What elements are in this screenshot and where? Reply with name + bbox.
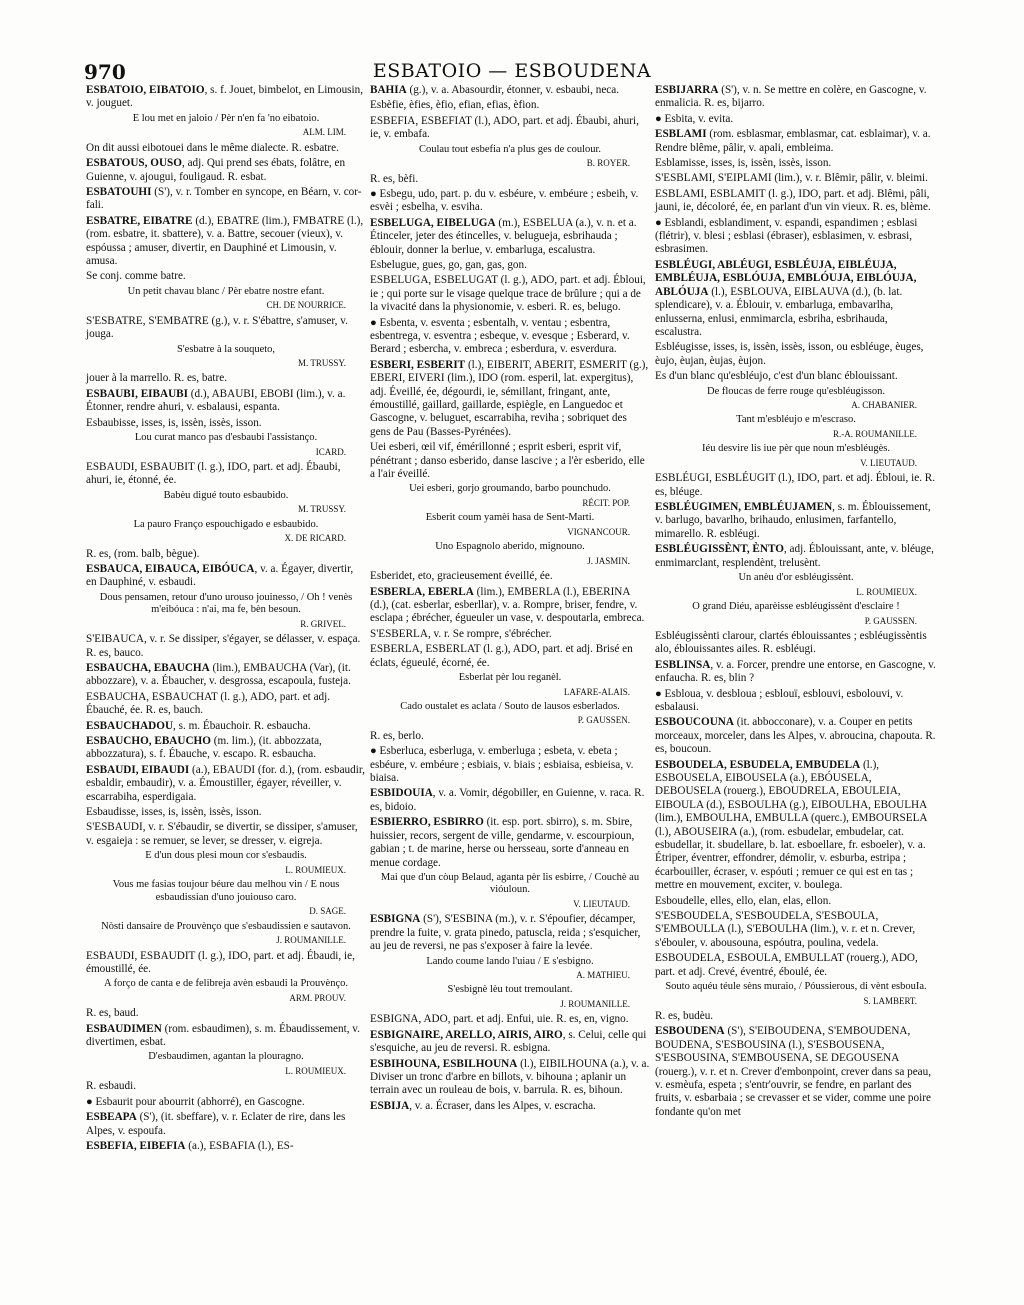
definition: (l.), EIBILHOUNA (a.), v. a. Diviser un tronc d'arbre en billots, v. bihouna ; aplanir un terrain avec un rouleau de bois, v. barrula. R. es, bihoun. <box>370 1057 650 1097</box>
definition: (S'), v. r. Tomber en syncope, en Béarn, v. cor-fali. <box>86 185 362 212</box>
dictionary-entry <box>370 586 650 626</box>
headword: ESBIDOUIA <box>370 787 433 800</box>
quotation: Esberlat pèr lou reganèl. <box>458 672 562 684</box>
quotation: Iéu desvire lis iue pèr que noun m'esbléugès. <box>702 443 890 455</box>
entry-text: R. es, (rom. balb, bègue). <box>86 547 200 560</box>
entry-text: S'ESBOUDELA, S'ESBOUDELA, S'ESBOULA, S'EMBOULLA (l.), S'EBOULHA (lim.), v. r. et n. Crever, s'ébouler, v. abousouna, espóutra, poulina, vedela. <box>655 910 916 949</box>
dictionary-entry <box>370 787 650 814</box>
headword: ESBOUCOUNA <box>655 716 734 729</box>
quotation: S'esbignè lèu tout tremoulant. <box>447 984 573 996</box>
quotation: S'esbatre à la souqueto, <box>176 343 276 355</box>
dictionary-entry <box>370 359 650 439</box>
headword: ESBOUDELA, ESBUDELA, EMBUDELA <box>655 758 861 771</box>
quotation-author: ICARD. <box>315 446 346 457</box>
quotation: De floucas de ferre rouge qu'esbléugisson. <box>707 385 885 397</box>
headword: ESBAUDIMEN <box>86 1022 162 1035</box>
entry-text: ESBLAMI, ESBLAMIT (l. g.), IDO, part. et adj. Blêmi, pâli, jauni, ie, décoloré, ée, en parlant d'un vin vieux. R. es, blème. <box>655 187 931 214</box>
quotation-author: J. ROUMANILLE. <box>560 998 630 1009</box>
headword: ESBIGNA <box>370 913 421 926</box>
dictionary-entry <box>655 716 937 756</box>
entry-text: ● Esbloua, v. desbloua ; esblouï, esblouvi, esbolouvi, v. esbalausi. <box>655 687 904 713</box>
definition: (S'), v. n. Se mettre en colère, en Gascogne, v. enmalicia. R. es, bijarro. <box>655 84 927 110</box>
quotation-author: ALM. LIM. <box>302 127 346 138</box>
quotation-author: D. SAGE. <box>309 906 346 917</box>
dictionary-entry <box>370 1029 650 1056</box>
quotation-author: V. LIEUTAUD. <box>860 457 917 468</box>
quotation-author: P. GAUSSEN. <box>577 715 630 726</box>
dictionary-entry <box>655 759 937 893</box>
entry-text: R. es, budèu. <box>655 1009 714 1022</box>
quotation: Mai que d'un còup Belaud, aganta pèr lis esbirre, / Couchè au vióuloun. <box>380 871 640 896</box>
dictionary-entry <box>86 662 366 689</box>
headword: ESBLÉUGI, ABLÉUGI, ESBLÉUJA, EIBLÉUJA, EMBLÉUJA, ESBLÓUJA, EMBLÓUJA, EIBLÓUJA, ABLÓUJA <box>655 258 917 298</box>
headword: ESBERI, ESBERIT <box>370 358 466 371</box>
dictionary-entry <box>86 720 366 733</box>
headword: ESBLÉUGIMEN, EMBLÉUJAMEN <box>655 501 833 514</box>
headword: ESBATOUHI <box>86 185 152 198</box>
quotation: E d'un dous plesi moun cor s'esbaudis. <box>145 850 307 862</box>
definition: , v. a. Écraser, dans les Alpes, v. escracha. <box>409 1099 596 1112</box>
quotation: Un petit chavau blanc / Pèr ebatre nostre efant. <box>127 285 325 297</box>
definition: (lim.), EMBERLA (l.), EBERINA (d.), (cat. esberlar, esberllar), v. a. Rompre, briser, fendre, v. esclapa ; ébrécher, égueuler un vase, v. despoutarla, embreca. <box>370 585 645 625</box>
definition: (l.), ESBOUSELA, EIBOUSELA (a.), EBÓUSELA, DEBOUSELA (rouerg.), EBOUDRELA, EBOULEIA, EIBOULA (d.), ESBOULHA (g.), EIBOULHA, EBOULHA (lim.), EMBOULHA, EMBULLA (querc.), EMBOURSELA (l.), ABOUSEIRA (a.), (rom. esbudelar, embudelar, cat. esbudellar, it. sbudellare, b. lat. esboellare, fr. esboeler), v. a. Étriper, éventrer, effondrer, démolir, v. esburba, estripa ; écarbouiller, écraser, v. espóuti ; remuer ce qui est en tas ; mettre en mouvement, exciter, v. boulega. <box>655 758 927 892</box>
entry-text: ● Esblandi, esblandiment, v. espandi, espandimen ; esblasi (flétrir), v. blesi ; esblasi (ébraser), esblasimen, v. esbrasi, esbrasimen. <box>655 216 918 256</box>
quotation-author: J. JASMIN. <box>587 555 630 566</box>
definition: (S'), S'ESBINA (m.), v. r. S'époufier, décamper, prendre la fuite, v. grata pinedo, patuscla, reida ; s'esquicher, au jeu de reversi, ne pas s'exposer à faire la levée. <box>370 913 641 953</box>
entry-text: Esbaudisse, isses, is, issèn, issès, isson. <box>86 806 262 819</box>
entry-text: R. esbaudi. <box>86 1080 137 1093</box>
definition: , v. a. Forcer, prendre une entorse, en Gascogne, v. enfaucha. R. es, blin ? <box>655 658 936 685</box>
dictionary-entry <box>86 157 366 184</box>
headword: ESBATOUS, OUSO <box>86 157 182 170</box>
quotation: Esberit coum yamèi hasa de Sent-Marti. <box>425 512 595 524</box>
entry-text: Esberidet, eto, gracieusement éveillé, ée. <box>370 570 553 583</box>
quotation: Uei esberi, gorjo groumando, barbo pounchudo. <box>409 483 611 495</box>
entry-text: ● Esbegu, udo, part. p. du v. esbéure, v. embéure ; esbeih, v. esvèi ; esbelha, v. esviha. <box>370 187 639 214</box>
entry-text: Es d'un blanc qu'esbléujo, c'est d'un blanc éblouissant. <box>655 370 898 383</box>
definition: (rom. esblasmar, emblasmar, cat. esblaimar), v. a. Rendre blême, pâlir, v. apali, embleima. <box>655 128 931 154</box>
dictionary-entry <box>655 259 937 339</box>
quotation: A forço de canta e de felibreja avèn esbaudi la Prouvènço. <box>103 978 349 990</box>
quotation-author: M. TRUSSY. <box>298 358 346 368</box>
entry-text: Esbaubisse, isses, is, issèn, issès, isson. <box>86 416 262 429</box>
headword: ESBEFIA, EIBEFIA <box>86 1139 186 1152</box>
quotation-author: R. GRIVEL. <box>300 618 346 629</box>
column-1 <box>86 84 366 1155</box>
quotation: Coulau tout esbefia n'a plus ges de coulour. <box>418 143 602 155</box>
dictionary-entry <box>86 1023 366 1050</box>
quotation-author: A. CHABANIER. <box>851 400 917 411</box>
headword: ESBOUDENA <box>655 1025 725 1038</box>
headword: ESBAUBI, EIBAUBI <box>86 387 188 400</box>
quotation: Souto aquéu téule sèns muraio, / Póussierous, di vènt esbouIa. <box>665 981 927 993</box>
quotation: Uno Espagnolo aberido, mignouno. <box>435 541 585 553</box>
entry-text: ESBAUDI, ESBAUDIT (l. g.), IDO, part. et adj. Ébaudi, ie, émoustillé, ée. <box>86 949 355 975</box>
dictionary-entry <box>370 913 650 953</box>
quotation-author: CH. DE NOURRICE. <box>266 300 346 311</box>
quotation-author: LAFARE-ALAIS. <box>563 686 630 697</box>
entry-text: ● Esbita, v. evita. <box>655 112 734 125</box>
entry-text: S'ESBAUDI, v. r. S'ébaudir, se divertir, se dissiper, s'amuser, v. esgaieja : se remuer, se lever, se dresser, v. eigreja. <box>86 821 358 847</box>
headword: ESBIJARRA <box>655 84 719 96</box>
entry-text: S'ESBATRE, S'EMBATRE (g.), v. r. S'ébattre, s'amuser, v. jouga. <box>86 314 348 341</box>
dictionary-entry <box>370 1058 650 1098</box>
entry-text: Esbléugissènti clarour, clartés éblouissantes ; esbléugissèntis alo, éblouissantes ailes. R. esbléugi. <box>655 629 927 656</box>
entry-text: S'ESBLAMI, S'EIPLAMI (lim.), v. r. Blêmir, pâlir, v. bleimi. <box>655 172 928 185</box>
entry-text: Esbelugue, gues, go, gan, gas, gon. <box>370 258 527 271</box>
entry-text: Esbléugisse, isses, is, issèn, issès, isson, ou esbléuge, èuges, èujo, èujan, èujas, èujon. <box>655 341 924 367</box>
definition: (d.), ABAUBI, EBOBI (lim.), v. a. Étonner, rendre ahuri, v. esbalausi, espanta. <box>86 387 346 414</box>
definition: , s. f. Jouet, bimbelot, en Limousin, v. jouguet. <box>86 84 364 110</box>
dictionary-entry <box>370 1100 650 1113</box>
headword: ESBAUCHADOU <box>86 719 174 732</box>
definition: (g.), v. a. Abasourdir, étonner, v. esbaubi, neca. <box>406 84 620 96</box>
quotation: Lou curat manco pas d'esbaubi l'assistanço. <box>134 432 318 444</box>
entry-text: S'ESBERLA, v. r. Se rompre, s'ébrécher. <box>370 627 552 640</box>
quotation: Tant m'esbléujo e m'escraso. <box>736 414 856 426</box>
quotation-author: L. ROUMIEUX. <box>285 1065 346 1076</box>
definition: (a.), ESBAFIA (l.), ES- <box>185 1139 294 1152</box>
headword: ESBIERRO, ESBIRRO <box>370 816 484 829</box>
quotation-author: L. ROUMIEUX. <box>856 586 917 597</box>
entry-text: ESBIGNA, ADO, part. et adj. Enfui, uie. R. es, en, vigno. <box>370 1013 629 1026</box>
headword: ESBAUCHA, EBAUCHA <box>86 662 210 674</box>
entry-text: ESBOUDELA, ESBOULA, EMBULLAT (rouerg.), ADO, part. et adj. Crevé, éventré, éboulé, ée. <box>655 952 918 978</box>
dictionary-entry <box>655 501 937 541</box>
definition: (l.), EIBERIT, ABERIT, ESMERIT (g.), EBERI, EIVERI (lim.), IDO (rom. esperil, lat. expergitus), adj. Éveillé, ée, dégourdi, ie, sémillant, fringant, ante, émoustillé, gaillard, gaillarde, espiègle, en Languedoc et Gascogne, v. beluguet, escarrabiha, reviha ; sobriquet des gens de Pau (Basses-Pyrénées). <box>370 358 649 438</box>
quotation-author: R.-A. ROUMANILLE. <box>833 428 917 439</box>
column-3 <box>655 84 937 1121</box>
entry-text: ESBERLA, ESBERLAT (l. g.), ADO, part. et adj. Brisé en éclats, égueulé, écorné, ée. <box>370 643 633 669</box>
definition: (m. lim.), (it. abbozzata, abbozzatura), s. f. Ébauche, v. escapo. R. esbaucha. <box>86 735 322 761</box>
quotation: Dous pensamen, retour d'uno urouso jouinesso, / Oh ! venès m'eibóuca : n'ai, ma fe, bèn besoun. <box>99 591 353 616</box>
definition: (lim.), EMBAUCHA (Var), (it. abbozzare), v. a. Ébaucher, v. desgrossa, escapoula, fusteja. <box>86 662 351 688</box>
dictionary-entry <box>86 563 366 590</box>
quotation-author: J. ROUMANILLE. <box>276 935 346 946</box>
dictionary-entry <box>86 1111 366 1138</box>
headword: ESBERLA, EBERLA <box>370 585 474 598</box>
page-number: 970 <box>84 60 126 84</box>
dictionary-entry <box>86 215 366 269</box>
entry-text: Esblamisse, isses, is, issèn, issès, isson. <box>655 157 832 170</box>
definition: (S'), S'EIBOUDENA, S'EMBOUDENA, BOUDENA, S'ESBOUSINA (l.), S'ESBOUSENA, S'ESBOUSINA, S'EMBOUSENA, SE DEGOUSENA (rouerg.), v. r. et n. Crever d'embonpoint, crever dans sa peau, v. esmèufa, espeta ; s'entr'ouvrir, se fendre, en parlant des fruits, v. esbarbaia ; se crevasser et se vider, comme une poire fondante qu'on met <box>655 1025 932 1118</box>
quotation-author: B. ROYER. <box>586 158 630 169</box>
definition: , s. m. Ébauchoir. R. esbaucha. <box>173 719 311 732</box>
headword: BAHIA <box>370 84 407 96</box>
quotation: E lou met en jaloio / Pèr n'en fa 'no eibatoio. <box>132 112 320 124</box>
entry-text: ● Esbenta, v. esventa ; esbentalh, v. ventau ; esbentra, esbentrega, v. esventra ; esbeque, v. evesque ; Esberard, v. Berard ; esbercha, v. embreca ; esberdura, v. esverdura. <box>370 316 630 356</box>
definition: , s. m. Éblouissement, v. barlugo, bavarlho, brihaudo, enlusimen, farfantello, mimarello. R. esbléugi. <box>655 501 931 540</box>
quotation-author: M. TRUSSY. <box>298 504 346 515</box>
quotation-author: L. ROUMIEUX. <box>285 864 346 875</box>
definition: (l.), ESBLOUVA, EIBLAUVA (d.), (b. lat. splendicare), v. a. Éblouir, v. embarluga, embavarlha, enlusserna, enlusi, enmimarcla, esbriha, esbrihauda, escalustra. <box>655 285 903 338</box>
dictionary-entry <box>370 217 650 257</box>
definition: (it. esp. port. sbirro), s. m. Sbire, huissier, recors, sergent de ville, gendarme, v. escourpioun, gabian ; t. de marine, herse ou hersseau, sorte d'anneau en menue cordage. <box>370 816 635 869</box>
quotation: Lando coume lando l'uiau / E s'esbigno. <box>426 955 594 967</box>
dictionary-entry <box>370 816 650 870</box>
quotation-author: S. LAMBERT. <box>863 995 917 1006</box>
definition: , adj. Éblouissant, ante, v. bléuge, enmimarclant, resplendènt, trelusènt. <box>655 543 934 569</box>
headword: ESBATOIO, EIBATOIO <box>86 84 205 96</box>
definition: (it. abbocconare), v. a. Couper en petits morceaux, morceler, dans les Alpes, v. abroucina, chapouta. R. es, boucoun. <box>655 716 936 756</box>
quotation: Vous me fasias toujour béure dau melhou vin / E nous esbaudissian d'uno jouiouso caro. <box>112 879 340 903</box>
headword: ESBEAPA <box>86 1111 137 1124</box>
entry-text: ESBLÉUGI, ESBLÉUGIT (l.), IDO, part. et adj. Ébloui, ie. R. es, bléuge. <box>655 472 936 498</box>
dictionary-entry <box>655 84 937 111</box>
quotation-author: X. DE RICARD. <box>284 533 346 544</box>
dictionary-entry <box>655 543 937 570</box>
definition: (S'), (it. sbeffare), v. r. Eclater de rire, dans les Alpes, v. espoufa. <box>86 1111 346 1137</box>
quotation: O grand Diéu, aparèisse esbléugissènt d'esclaire ! <box>692 601 900 612</box>
definition: (d.), EBATRE (lim.), FMBATRE (l.), (rom. esbatre, it. sbattere), v. a. Battre, secouer (vieux), v. espóussa ; amuser, divertir, en Dauphiné et Limousin, v. amusa. <box>86 214 364 267</box>
entry-text: S'EIBAUCA, v. r. Se dissiper, s'égayer, se délasser, v. espaça. R. es, bauco. <box>86 633 361 659</box>
dictionary-entry <box>86 186 366 213</box>
headword: ESBATRE, EIBATRE <box>86 214 193 227</box>
entry-text: R. es, bèfi. <box>370 172 419 185</box>
definition: (m.), ESBELUA (a.), v. n. et a. Étinceler, jeter des étincelles, v. belugueja, esbrihaudа ; éblouir, donner la berlue, v. embarluga, escalustra. <box>370 216 637 256</box>
definition: (a.), EBAUDI (for. d.), (rom. esbaudir, esbaldir, embaudir), v. a. Émoustiller, égayer, réveiller, v. escarrabiha, esperdigaia. <box>86 763 365 803</box>
dictionary-entry <box>655 1025 937 1119</box>
definition: , s. Celui, celle qui s'esquiche, au jeu de reversi. R. esbigna. <box>370 1028 647 1055</box>
entry-text: ● Esbaurit pour abourrit (abhorré), en Gascogne. <box>86 1095 305 1108</box>
definition: (rom. esbaudimen), s. m. Ébaudissement, v. divertimen, esbat. <box>86 1022 360 1049</box>
quotation: Cado oustalet es aclata / Souto de lausos esberlados. <box>400 700 620 712</box>
running-title: ESBATOIO — ESBOUDENA <box>372 60 652 82</box>
definition: , v. a. Vomir, dégobiller, en Guienne, v. raca. R. es, bidoio. <box>370 787 645 813</box>
entry-text: On dit aussi eibotouei dans le même dialecte. R. esbatre. <box>86 141 339 154</box>
entry-text: R. es, baud. <box>86 1007 139 1020</box>
quotation-author: RÉCIT. POP. <box>582 497 630 508</box>
dictionary-entry <box>86 1140 366 1153</box>
dictionary-entry <box>655 659 937 686</box>
headword: ESBIJA <box>370 1099 410 1112</box>
quotation-author: V. LIEUTAUD. <box>573 898 630 909</box>
entry-text: jouer à la marrello. R. es, batre. <box>86 372 228 385</box>
headword: ESBAUCA, EIBAUCA, EIBÓUCA <box>86 562 255 575</box>
headword: ESBIGNAIRE, ARELLO, AIRIS, AIRO <box>370 1028 563 1041</box>
entry-text: Se conj. comme batre. <box>86 270 186 283</box>
headword: ESBAUDI, EIBAUDI <box>86 763 190 776</box>
quotation-author: A. MATHIEU. <box>576 970 630 981</box>
headword: ESBLINSA <box>655 658 711 671</box>
dictionary-entry <box>86 388 366 415</box>
quotation: Babèu digué touto esbaubido. <box>163 489 289 501</box>
quotation: Un anèu d'or esbléugissènt. <box>738 572 854 584</box>
dictionary-entry <box>86 84 366 111</box>
quotation-author: P. GAUSSEN. <box>864 615 917 626</box>
headword: ESBELUGA, EIBELUGA <box>370 216 496 229</box>
quotation: Nòsti dansaire de Prouvènço que s'esbaudissien e sautavon. <box>101 920 351 932</box>
dictionary-entry <box>655 128 937 155</box>
column-2 <box>370 84 650 1115</box>
definition: , v. a. Égayer, divertir, en Dauphiné, v. esbaudi. <box>86 562 354 589</box>
entry-text: ESBAUCHA, ESBAUCHAT (l. g.), ADO, part. et adj. Ébauché, ée. R. es, bauch. <box>86 690 331 717</box>
quotation-author: ARM. PROUV. <box>289 992 346 1003</box>
entry-text: ESBAUDI, ESBAUBIT (l. g.), IDO, part. et adj. Ébaubi, ahuri, ie, étonné, ée. <box>86 460 341 487</box>
dictionary-entry <box>86 764 366 804</box>
definition: , adj. Qui prend ses ébats, folâtre, en Guienne, v. ajougui, fouligaud. R. esbat. <box>86 157 346 183</box>
quotation: D'esbaudimen, agantan la plouragno. <box>148 1051 304 1063</box>
entry-text: ESBEFIA, ESBEFIAT (l.), ADO, part. et adj. Ébaubi, ahuri, ie, v. embafa. <box>370 114 639 141</box>
dictionary-entry <box>86 735 366 762</box>
entry-text: Uei esberi, œil vif, émérillonné ; esprit esberi, esprit vif, pénétrant ; danso esberido, danse lascive ; a l'èr esberido, elle a l'air éveillé. <box>370 441 645 481</box>
headword: ESBLÉUGISSÈNT, ÈNTO <box>655 543 784 556</box>
entry-text: ESBELUGA, ESBELUGAT (l. g.), ADO, part. et adj. Ébloui, ie ; qui porte sur le visage quelque trace de brûlure ; qui a de la vivacité dans la physionomie, v. esberi. R. es, belugo. <box>370 274 646 314</box>
quotation-author: VIGNANCOUR. <box>567 526 630 537</box>
dictionary-entry <box>370 84 650 97</box>
headword: ESBIHOUNA, ESBILHOUNA <box>370 1057 518 1070</box>
headword: ESBAUCHO, EBAUCHO <box>86 735 211 748</box>
headword: ESBLAMI <box>655 128 707 141</box>
entry-text: ● Esberluca, esberluga, v. emberluga ; esbeta, v. ebeta ; esbéure, v. embéure ; esbiais, v. biais ; esbiaisa, esbieisa, v. biaisa. <box>370 745 634 785</box>
entry-text: Esbèfie, èfies, èfio, efian, efias, èfion. <box>370 99 540 112</box>
entry-text: R. es, berlo. <box>370 729 424 742</box>
quotation: La pauro Franço espouchigado e esbaubido. <box>133 518 319 530</box>
entry-text: Esboudelle, elles, ello, elan, elas, ellon. <box>655 894 832 907</box>
